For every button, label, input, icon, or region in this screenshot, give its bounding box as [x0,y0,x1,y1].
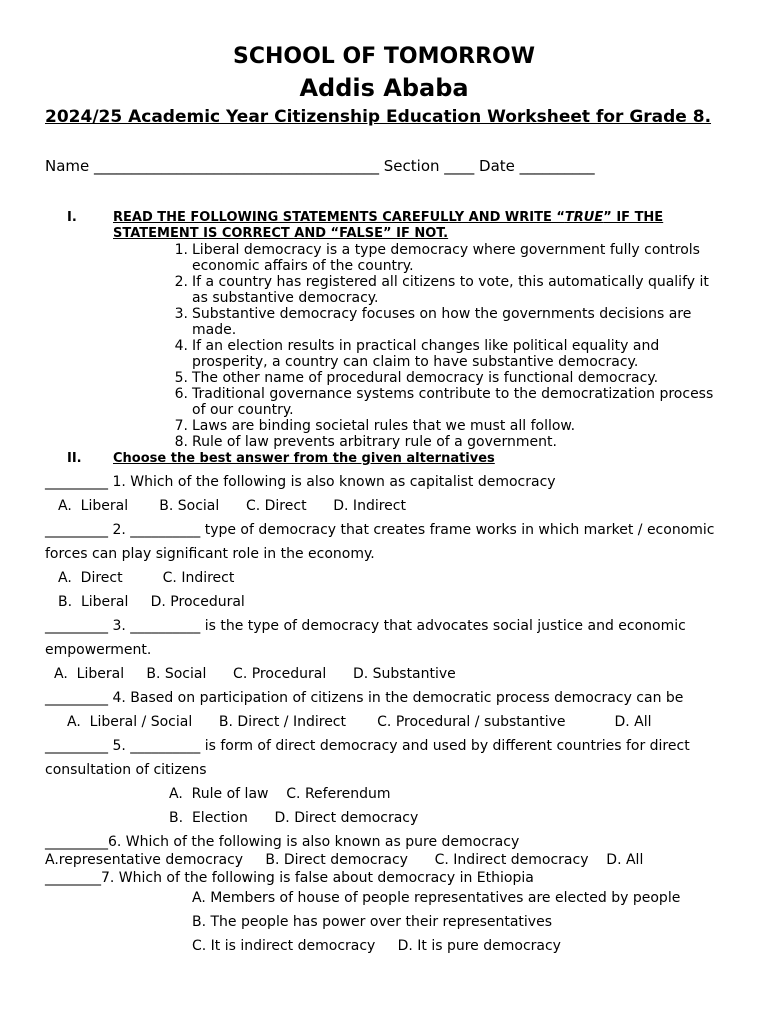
city-name: Addis Ababa [299,74,469,102]
section-1-number: I. [67,210,77,225]
section-1-heading [113,210,663,242]
statement-number: 8. [174,434,188,450]
name-section-date-line: Name ______________________________________ Section ____ Date __________ [45,157,595,175]
section-1-heading-true: TRUE [564,210,604,225]
question-2: _________ 2. __________ type of democracy that creates frame works in which market / economic [45,522,715,538]
question-7: ________7. Which of the following is false about democracy in Ethiopia [45,870,534,886]
statement-number: 2. [174,274,188,290]
question-1-options: A. Liberal B. Social C. Direct D. Indirect [58,498,406,514]
statement-text: Liberal democracy is a type democracy where government fully controls economic affairs of the country. [192,242,700,274]
statement-number: 7. [174,418,188,434]
question-5-continued: consultation of citizens [45,762,207,778]
statement-text: Laws are binding societal rules that we must all follow. [192,418,576,434]
question-2-continued: forces can play significant role in the economy. [45,546,375,562]
section-2-number: II. [67,451,82,466]
statement-text: If an election results in practical changes like political equality and prosperity, a country can claim to have substantive democracy. [192,338,660,370]
section-1-heading-line-2: STATEMENT IS CORRECT AND “FALSE” IF NOT. [113,226,449,241]
worksheet-title: 2024/25 Academic Year Citizenship Education Worksheet for Grade 8. [45,107,712,127]
question-5-options: B. Election D. Direct democracy [169,810,419,826]
statement-text: The other name of procedural democracy is functional democracy. [192,370,659,386]
statement-text: Rule of law prevents arbitrary rule of a government. [192,434,557,450]
question-3-options: A. Liberal B. Social C. Procedural D. Substantive [54,666,456,682]
question-4-options: A. Liberal / Social B. Direct / Indirect C. Procedural / substantive D. All [67,714,652,730]
statement-text: Traditional governance systems contribute to the democratization process of our country. [192,386,714,418]
question-7-option-b: B. The people has power over their representatives [192,914,552,930]
section-2-heading: Choose the best answer from the given alternatives [113,451,495,466]
question-1: _________ 1. Which of the following is also known as capitalist democracy [45,474,556,490]
question-2-options: B. Liberal D. Procedural [58,594,245,610]
statement-number: 6. [174,386,188,402]
question-6-options: A.representative democracy B. Direct democracy C. Indirect democracy D. All [45,852,644,868]
statement-text: Substantive democracy focuses on how the governments decisions are made. [192,306,692,338]
statement-number: 4. [174,338,188,354]
question-2-options: A. Direct C. Indirect [58,570,235,586]
statement-text: If a country has registered all citizens to vote, this automatically qualify it as substantive democracy. [192,274,709,306]
question-3-continued: empowerment. [45,642,152,658]
section-1-heading-part-b: ” IF THE [603,210,664,225]
statement-number: 3. [174,306,188,322]
question-5-options: A. Rule of law C. Referendum [169,786,391,802]
question-4: _________ 4. Based on participation of citizens in the democratic process democracy can be [45,690,684,706]
school-name: SCHOOL OF TOMORROW [232,44,536,69]
statement-number: 5. [174,370,188,386]
section-1-heading-part-a: READ THE FOLLOWING STATEMENTS CAREFULLY AND WRITE “ [113,210,565,225]
question-7-option-a: A. Members of house of people representatives are elected by people [192,890,681,906]
question-3: _________ 3. __________ is the type of democracy that advocates social justice and economic [45,618,686,634]
question-6: _________6. Which of the following is also known as pure democracy [45,834,520,850]
question-5: _________ 5. __________ is form of direct democracy and used by different countries for direct [45,738,690,754]
statement-number: 1. [174,242,188,258]
question-7-option-c-d: C. It is indirect democracy D. It is pure democracy [192,938,561,954]
